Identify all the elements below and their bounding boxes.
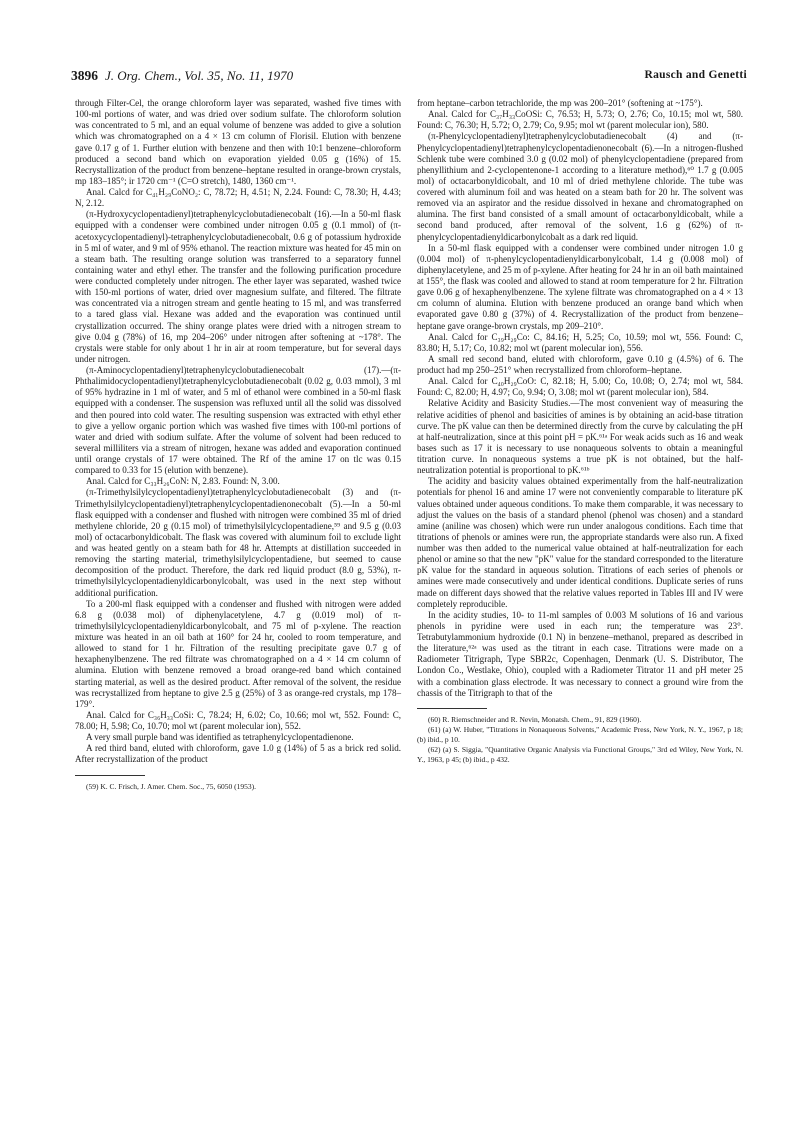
paragraph: A small red second band, eluted with chloroform, gave 0.10 g (4.5%) of 6. The product had mp 250–251° when recrystallized from chloroform–heptane. — [417, 353, 743, 375]
page-number: 3896 — [71, 68, 98, 83]
compound-3-5-paragraph: (π-Trimethylsilylcyclopentadienyl)tetraphenylcyclobutadienecobalt (3) and (π-Trimethylsilylcyclopentadienyl)tetraphenylcyclopentadienonecobalt (5).—In a 50-ml flask equipped with a condenser and flushed with nitrogen were combined 35 ml of dried methylene chloride, 20 g (0.15 mol) of trimethylsilylcyclopentadiene,⁵⁹ and 9.5 g (0.03 mol) of octacarbonyldicobalt. The flask was covered with aluminum foil to exclude light and was heated gently on a steam bath for 48 hr. Attempts at distillation succeeded in removing the starting material, trimethylsilylcyclopentadiene, but seemed to cause decomposition of the product. Therefore, the dark red liquid product (8.0 g, 53%), π-trimethylsilylcyclopentadienyldicarbonylcobalt, was used in the next step without additional purification. — [75, 487, 401, 598]
running-header — [71, 68, 747, 88]
compound-17-paragraph: (π-Aminocyclopentadienyl)tetraphenylcyclobutadienecobalt (17).—(π-Phthalimidocyclopentadienyl)tetraphenylcyclobutadienecobalt (0.02 g, 0.03 mmol), 3 ml of 95% hydrazine in 1 ml of water, and 5 ml of ethanol were combined in a 50-ml flask equipped with a condenser. The suspension was refluxed until all the solid was dissolved and then poured into cold water. The resulting suspension was extracted with ethyl ether to give a yellow organic portion which was washed five times with 100-ml portions of water and dried with sodium sulfate. After the volume of solvent had been reduced to several milliliters via a stream of nitrogen, hexane was added and evaporation continued until orange crystals of 17 were obtained. The Rf of the amine 17 on tlc was 0.15 compared to 0.33 for 15 (elution with benzene). — [75, 365, 401, 476]
paragraph: In a 50-ml flask equipped with a condenser were combined under nitrogen 1.0 g (0.004 mol) of π-phenylcyclopentadienyldicarbonylcobalt, 1.4 g (0.008 mol) of diphenylacetylene, and 25 m of p-xylene. After heating for 24 hr in an oil bath maintained at 155°, the flask was cooled and allowed to stand at room temperature for 2 hr. Filtration gave 0.06 g of hexaphenylbenzene. The xylene filtrate was chromatographed on a 4 × 13 cm column of alumina. Elution with benzene produced an orange band which when evaporated gave 0.80 g (37%) of 4. Recrystallization of the product from benzene–heptane gave orange-brown crystals, mp 209–210°. — [417, 242, 743, 331]
paragraph: In the acidity studies, 10- to 11-ml samples of 0.003 M solutions of 16 and various phenols in pyridine were used in each run; the temperature was 23°. Tetrabutylammonium hydroxide (0.1 N) in benzene–methanol, prepared as described in the literature,⁶²ᵃ was used as the titrant in each case. Titrations were made on a Radiometer Titrigraph, Type SBR2c, Copenhagen, Denmark (U. S. Distributor, The London Co., Westlake, Ohio), coupled with a Radiometer Titrator 11 and pH meter 25 with a combination glass electrode. It was necessary to connect a ground wire from the chassis of the Titrigraph to that of the — [417, 609, 743, 698]
footnote-61: (61) (a) W. Huber, "Titrations in Nonaqueous Solvents," Academic Press, New York, N. Y., 1967, p 18; (b) ibid., p 10. — [417, 724, 743, 744]
paragraph: To a 200-ml flask equipped with a condenser and flushed with nitrogen were added 6.8 g (0.038 mol) of diphenylacetylene, 4.7 g (0.019 mol) of π-trimethylsilylcyclopentadienyldicarbonylcobalt, and 75 ml of p-xylene. The reaction mixture was heated in an oil bath at 160° for 24 hr, cooled to room temperature, and allowed to stand for 1 hr. Filtration of the resulting precipitate gave 0.7 g of hexaphenylbenzene. The red filtrate was chromatographed on a 4 × 14 cm column of alumina. Elution with benzene removed a broad orange-red band which contained starting material, as well as the desired product. After removal of the solvent, the residue was recrystallized from heptane to give 2.5 g (25%) of 3 as orange-red crystals, mp 178–179°. — [75, 598, 401, 709]
analysis-paragraph: Anal. Calcd for C₄₁H₂₉CoNO₂: C, 78.72; H, 4.51; N, 2.24. Found: C, 78.30; H, 4.43; N, 2.12. — [75, 187, 401, 209]
left-column — [75, 98, 401, 792]
footnote-rule — [417, 708, 487, 709]
compound-16-paragraph: (π-Hydroxycyclopentadienyl)tetraphenylcyclobutadienecobalt (16).—In a 50-ml flask equipped with a condenser were combined under nitrogen 0.05 g (0.1 mmol) of (π-acetoxycyclopentadienyl)-tetraphenylcyclobutadienecobalt, 0.6 g of potassium hydroxide in 5 ml of water, and 9 ml of 95% ethanol. The reaction mixture was heated for 45 min on a steam bath. The resulting orange solution was transferred to a separatory funnel containing water and ethyl ether. The transfer and the following purification procedure were conducted completely under nitrogen. The ether layer was separated, washed twice with 150-ml portions of water, dried over magnesium sulfate, and filtered. The filtrate was concentrated via a nitrogen stream and gentle heating to 15 ml, and was transferred to a tared glass vial. Hexane was added and the evaporation was continued until crystallization occurred. The shiny orange plates were dried with a nitrogen stream to give 0.04 g (78%) of 16, mp 204–206° under nitrogen after softening at ~178°. The crystals were stable for only about 1 hr in air at room temperature, but for several days under nitrogen. — [75, 209, 401, 364]
paragraph: A very small purple band was identified as tetraphenylcyclopentadienone. — [86, 732, 354, 743]
journal-citation: J. Org. Chem., Vol. 35, No. 11, 1970 — [105, 68, 294, 83]
right-column — [417, 98, 743, 765]
analysis-paragraph: Anal. Calcd for C₃₃H₂₆CoN: N, 2.83. Found: N, 3.00. — [86, 476, 280, 487]
section-acidity-basicity: Relative Acidity and Basicity Studies.—The most convenient way of measuring the relative acidities of phenol and basicities of amines is by obtaining an acid-base titration curve. The pK value can then be determined directly from the curve by calculating the pH at half-neutralization, since at this point pH = pK.⁶¹ᵃ For weak acids such as 16 and weak bases such as 17 it is necessary to use nonaqueous solvents to obtain a meaningful titration curve. In nonaqueous systems a true pK is not obtained, but the half-neutralization potential is proportional to pK.⁶¹ᵇ — [417, 398, 743, 476]
paragraph: through Filter-Cel, the orange chloroform layer was separated, washed five times with 100-ml portions of water, and was dried over sodium sulfate. The chloroform solution was concentrated to 5 ml, and an equal volume of benzene was added to give a solution which was chromatographed on a 4 × 13 cm column of Florisil. Elution with benzene gave 0.17 g of 1. Further elution with benzene and then with 10:1 benzene–chloroform produced a second band which on evaporation yielded 0.05 g (16%) of 15. Recrystallization of the product from benzene–heptane resulted in orange-brown crystals, mp 183–185°; ir 1720 cm⁻¹ (C=O stretch), 1480, 1360 cm⁻¹. — [75, 98, 401, 186]
footnote-60: (60) R. Riemschneider and R. Nevin, Monatsh. Chem., 91, 829 (1960). — [428, 714, 642, 724]
analysis-paragraph: Anal. Calcd for C₃₆H₃₃CoSi: C, 78.24; H, 6.02; Co, 10.66; mol wt, 552. Found: C, 78.00; H, 5.98; Co, 10.70; mol wt (parent molecular ion), 552. — [75, 709, 401, 731]
footnote-62: (62) (a) S. Siggia, "Quantitative Organic Analysis via Functional Groups," 3rd ed Wiley, New York, N. Y., 1963, p 45; (b) ibid., p 432. — [417, 744, 743, 764]
compound-4-6-paragraph: (π-Phenylcyclopentadienyl)tetraphenylcyclobutadienecobalt (4) and (π-Phenylcyclopentadienyl)tetraphenylcyclopentadienonecobalt (6).—In a nitrogen-flushed Schlenk tube were combined 3.0 g (0.02 mol) of phenylcyclopentadiene (prepared from phenyllithium and 2-cyclopentenone-1 according to a literature method),⁶⁰ 1.7 g (0.005 mol) of octacarbonyldicobalt, and 10 ml of dried methylene chloride. The tube was covered with aluminum foil and was heated on a steam bath for 20 hr. The solvent was removed via an aspirator and the residue dissolved in hexane and chromatographed on alumina. The first band consisted of a small amount of octacarbonyldicobalt, while a second band produced, after removal of the solvent, 1.6 g (62%) of π-phenylcyclopentadienyldicarbonylcobalt as a dark red liquid. — [417, 131, 743, 242]
running-authors: Rausch and Genetti — [644, 69, 747, 81]
footnote-59: (59) K. C. Frisch, J. Amer. Chem. Soc., 75, 6050 (1953). — [86, 781, 256, 791]
analysis-paragraph: Anal. Calcd for C₄₀H₂₉CoO: C, 82.18; H, 5.00; Co, 10.08; O, 2.74; mol wt, 584. Found: C, 82.00; H, 4.97; Co, 9.94; O, 3.08; mol wt (parent molecular ion), 584. — [417, 376, 743, 398]
analysis-paragraph: Anal. Calcd for C₃₉H₂₉Co: C, 84.16; H, 5.25; Co, 10.59; mol wt, 556. Found: C, 83.80; H, 5.17; Co, 10.82; mol wt (parent molecular ion), 556. — [417, 331, 743, 353]
analysis-paragraph: Anal. Calcd for C₃₇H₃₃CoOSi: C, 76.53; H, 5.73; O, 2.76; Co, 10.15; mol wt, 580. Found: C, 76.30; H, 5.72; O, 2.79; Co, 9.95; mol wt (parent molecular ion), 580. — [417, 109, 743, 131]
footnote-rule — [75, 775, 145, 776]
paragraph: from heptane–carbon tetrachloride, the mp was 200–201° (softening at ~175°). — [417, 98, 703, 108]
paragraph: The acidity and basicity values obtained experimentally from the half-neutralization potentials for phenol 16 and amine 17 were not conveniently comparable to literature pK values obtained under aqueous conditions. To make them comparable, it was necessary to adjust the values on the basis of a standard phenol (phenol was chosen) and a standard amine (aniline was chosen) which were run under analogous conditions. Each time that titrations of phenols or amines were run, the appropriate standards were also run. A fixed number was then added to the numerical value obtained at half-neutralization for each phenol or amine so that the new "pK" value for the standard corresponded to the literature pK value for the standard in aqueous solution. Titrations of each series of phenols or amines were made consecutively and under identical conditions. Duplicate series of runs made on different days showed that the relative values reported in Tables III and IV were completely reproducible. — [417, 476, 743, 609]
paragraph: A red third band, eluted with chloroform, gave 1.0 g (14%) of 5 as a brick red solid. After recrystallization of the product — [75, 743, 401, 765]
